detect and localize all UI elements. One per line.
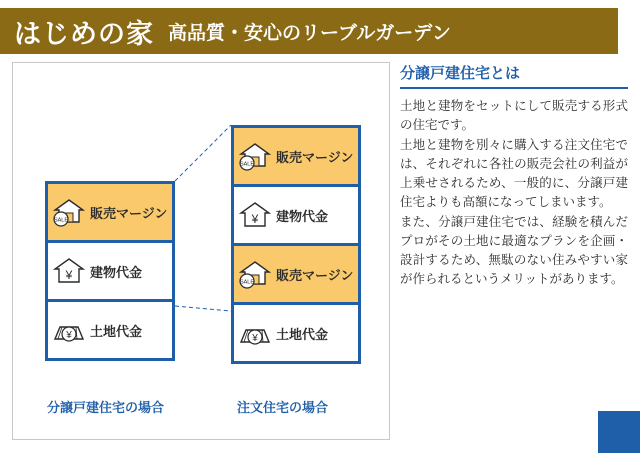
bar-sales-margin — [45, 181, 175, 243]
stack-bunjo — [45, 181, 175, 361]
diagram-panel — [12, 62, 390, 440]
bar-label: 販売マージン — [90, 205, 168, 221]
bar-label: 販売マージン — [276, 149, 354, 165]
article-paragraph: 土地と建物をセットにして販売する形式の住宅です。 — [400, 99, 628, 132]
bar-building-cost — [231, 184, 361, 246]
bar-label: 販売マージン — [276, 267, 354, 283]
article-body — [400, 97, 628, 289]
house-sale-icon — [48, 197, 90, 227]
column-label-chumon: 注文住宅の場合 — [237, 400, 329, 415]
page-subtitle: 高品質・安心のリーブルガーデン — [168, 22, 451, 44]
svg-text:SALE: SALE — [239, 279, 255, 286]
svg-text:¥: ¥ — [65, 268, 73, 282]
page-title: はじめの家 — [14, 18, 154, 49]
bar-label: 土地代金 — [276, 326, 329, 342]
svg-text:¥: ¥ — [251, 212, 259, 226]
article-paragraph: また、分譲戸建住宅では、経験を積んだプロがその土地に最適なプランを企画・設計するため、無駄のない住みやすい家が作られるというメリットがあります。 — [400, 215, 628, 286]
article-column — [400, 62, 628, 290]
bar-land-cost — [231, 302, 361, 364]
article-title: 分譲戸建住宅とは — [400, 62, 628, 89]
bar-sales-margin — [231, 125, 361, 187]
bar-label: 建物代金 — [90, 264, 143, 280]
house-sale-icon — [234, 259, 276, 289]
bar-building-cost — [45, 240, 175, 302]
land-yen-icon — [234, 318, 276, 348]
svg-text:SALE: SALE — [53, 217, 69, 224]
svg-text:¥: ¥ — [66, 330, 72, 341]
bar-label: 建物代金 — [276, 208, 329, 224]
stack-chumon — [231, 125, 361, 364]
column-label-bunjo: 分譲戸建住宅の場合 — [47, 400, 165, 415]
article-paragraph: 土地と建物を別々に購入する注文住宅では、それぞれに各社の販売会社の利益が上乗せされるため、一般的に、分譲戸建住宅よりも高額になってしまいます。 — [400, 138, 628, 209]
bar-land-cost — [45, 299, 175, 361]
svg-text:¥: ¥ — [252, 333, 258, 344]
land-yen-icon — [48, 315, 90, 345]
house-yen-icon — [234, 199, 276, 231]
header-banner — [0, 8, 618, 54]
svg-text:SALE: SALE — [239, 161, 255, 168]
decorative-blue-block — [598, 411, 640, 453]
bar-label: 土地代金 — [90, 323, 143, 339]
house-sale-icon — [234, 141, 276, 171]
house-yen-icon — [48, 255, 90, 287]
bar-sales-margin — [231, 243, 361, 305]
